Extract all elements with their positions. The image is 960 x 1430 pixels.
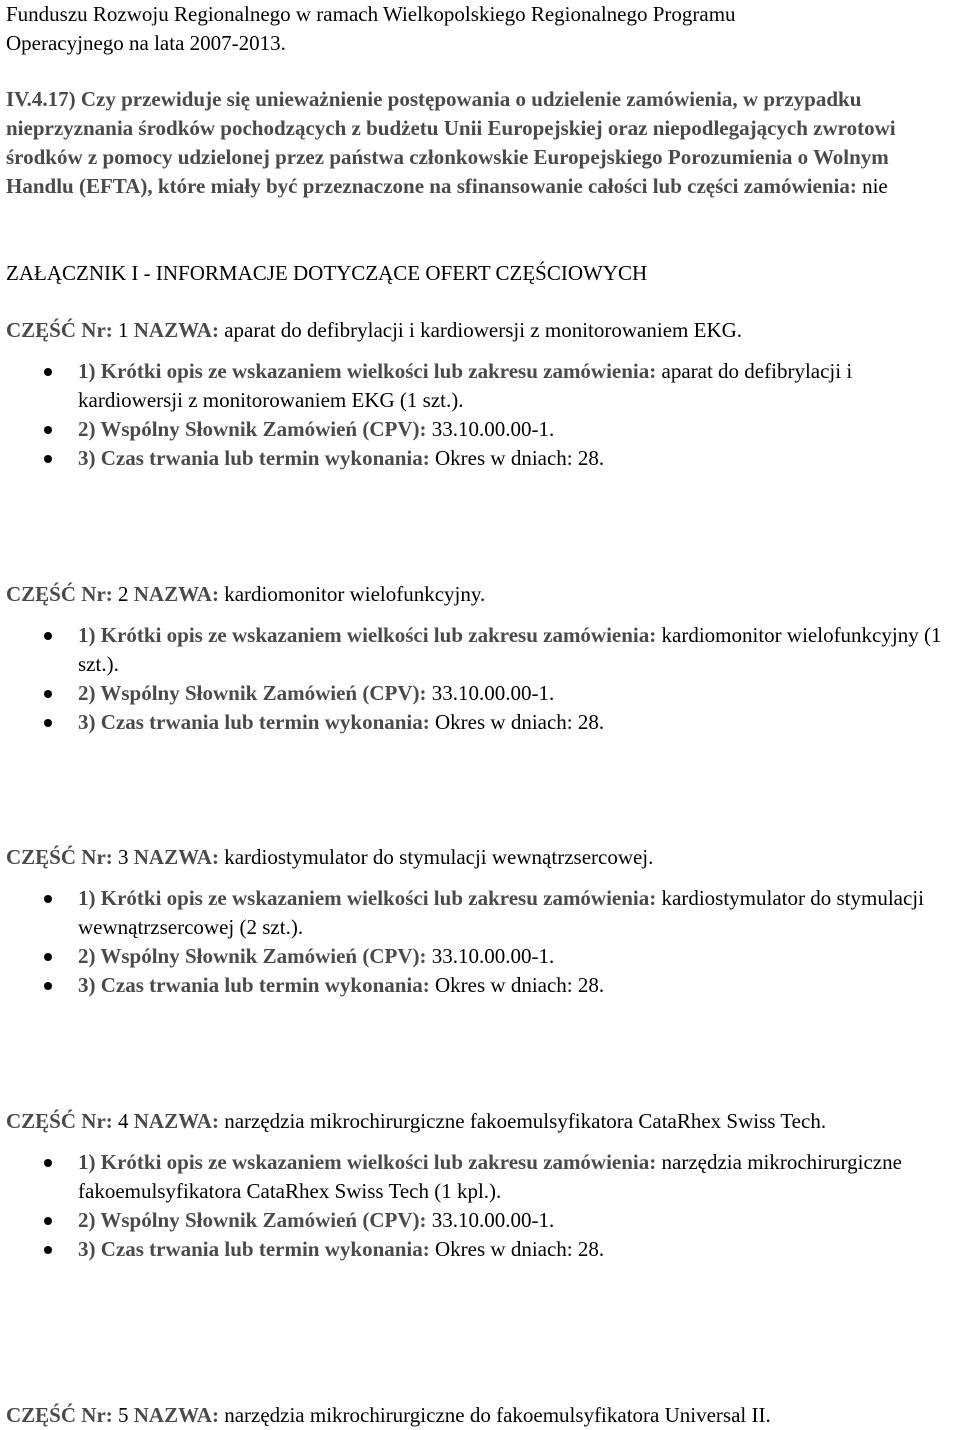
part-label: CZĘŚĆ Nr:: [6, 845, 113, 869]
intro-line-2: Operacyjnego na lata 2007-2013.: [6, 31, 286, 55]
part-number: 4: [112, 1109, 134, 1133]
part-heading: [6, 580, 954, 609]
part-heading: [6, 1107, 954, 1136]
name-label: NAZWA:: [133, 1403, 219, 1427]
part-name: kardiomonitor wielofunkcyjny.: [218, 582, 486, 606]
part-number: 2: [112, 582, 134, 606]
duration-value: Okres w dniach: 28.: [429, 973, 605, 997]
description-value: kardiomonitor wielofunkcyjny (1 szt.).: [78, 623, 942, 676]
cpv-label: 2) Wspólny Słownik Zamówień (CPV):: [78, 417, 427, 441]
list-item-duration: [78, 708, 954, 737]
cpv-value: 33.10.00.00-1.: [426, 1208, 555, 1232]
intro-line-1: Funduszu Rozwoju Regionalnego w ramach Wielkopolskiego Regionalnego Programu: [6, 2, 736, 26]
description-value: aparat do defibrylacji i kardiowersji z monitorowaniem EKG (1 szt.).: [78, 359, 853, 412]
duration-value: Okres w dniach: 28.: [429, 710, 605, 734]
part-number: 5: [112, 1403, 134, 1427]
part-details-list: [6, 1148, 954, 1264]
part-details-list: [6, 884, 954, 1000]
list-item-cpv: [78, 942, 954, 971]
part-number: 3: [112, 845, 134, 869]
part-name: narzędzia mikrochirurgiczne fakoemulsyfikatora CataRhex Swiss Tech.: [218, 1109, 827, 1133]
part-name: narzędzia mikrochirurgiczne do fakoemulsyfikatora Universal II.: [218, 1403, 771, 1427]
list-item-description: [78, 884, 954, 942]
list-item-cpv: [78, 1206, 954, 1235]
list-item-cpv: [78, 679, 954, 708]
list-item-description: [78, 1148, 954, 1206]
list-item-duration: [78, 1235, 954, 1264]
cpv-label: 2) Wspólny Słownik Zamówień (CPV):: [78, 681, 427, 705]
list-item-duration: [78, 971, 954, 1000]
description-label: 1) Krótki opis ze wskazaniem wielkości lub zakresu zamówienia:: [78, 886, 657, 910]
part-heading: [6, 843, 954, 872]
part-heading: [6, 316, 954, 345]
question-label: IV.4.17) Czy przewiduje się unieważnienie postępowania o udzielenie zamówienia, w przypadku nieprzyznania środków pochodzących z budżetu Unii Europejskiej oraz niepodlegających zwrotowi środków z pomocy udzielonej przez państwa członkowskie Europejskiego Porozumienia o Wolnym Handlu (EFTA), które miały być przeznaczone na sfinansowanie całości lub części zamówienia:: [6, 87, 896, 198]
description-value: kardiostymulator do stymulacji wewnątrzsercowej (2 szt.).: [78, 886, 924, 939]
part-name: aparat do defibrylacji i kardiowersji z monitorowaniem EKG.: [218, 318, 743, 342]
name-label: NAZWA:: [133, 582, 219, 606]
part-label: CZĘŚĆ Nr:: [6, 318, 113, 342]
part-section-5: [6, 1401, 954, 1430]
part-section-3: [6, 843, 954, 1000]
part-details-list: [6, 357, 954, 473]
annex-title: ZAŁĄCZNIK I - INFORMACJE DOTYCZĄCE OFERT CZĘŚCIOWYCH: [6, 261, 648, 285]
question-answer: nie: [856, 174, 888, 198]
list-item-description: [78, 621, 954, 679]
duration-label: 3) Czas trwania lub termin wykonania:: [78, 1237, 430, 1261]
part-name: kardiostymulator do stymulacji wewnątrzsercowej.: [218, 845, 654, 869]
cpv-label: 2) Wspólny Słownik Zamówień (CPV):: [78, 1208, 427, 1232]
intro-paragraph: [6, 0, 954, 58]
part-number: 1: [112, 318, 134, 342]
duration-label: 3) Czas trwania lub termin wykonania:: [78, 446, 430, 470]
duration-value: Okres w dniach: 28.: [429, 1237, 605, 1261]
part-heading: [6, 1401, 954, 1430]
part-label: CZĘŚĆ Nr:: [6, 1109, 113, 1133]
cpv-label: 2) Wspólny Słownik Zamówień (CPV):: [78, 944, 427, 968]
duration-label: 3) Czas trwania lub termin wykonania:: [78, 973, 430, 997]
description-label: 1) Krótki opis ze wskazaniem wielkości lub zakresu zamówienia:: [78, 1150, 657, 1174]
cpv-value: 33.10.00.00-1.: [426, 417, 555, 441]
list-item-duration: [78, 444, 954, 473]
question-iv-4-17: [6, 85, 954, 201]
cpv-value: 33.10.00.00-1.: [426, 944, 555, 968]
description-label: 1) Krótki opis ze wskazaniem wielkości lub zakresu zamówienia:: [78, 359, 657, 383]
description-value: narzędzia mikrochirurgiczne fakoemulsyfikatora CataRhex Swiss Tech (1 kpl.).: [78, 1150, 902, 1203]
name-label: NAZWA:: [133, 1109, 219, 1133]
duration-value: Okres w dniach: 28.: [429, 446, 605, 470]
part-label: CZĘŚĆ Nr:: [6, 1403, 113, 1427]
part-section-1: [6, 316, 954, 473]
part-section-4: [6, 1107, 954, 1264]
list-item-description: [78, 357, 954, 415]
name-label: NAZWA:: [133, 318, 219, 342]
duration-label: 3) Czas trwania lub termin wykonania:: [78, 710, 430, 734]
list-item-cpv: [78, 415, 954, 444]
part-details-list: [6, 621, 954, 737]
name-label: NAZWA:: [133, 845, 219, 869]
part-label: CZĘŚĆ Nr:: [6, 582, 113, 606]
description-label: 1) Krótki opis ze wskazaniem wielkości lub zakresu zamówienia:: [78, 623, 657, 647]
part-section-2: [6, 580, 954, 737]
cpv-value: 33.10.00.00-1.: [426, 681, 555, 705]
